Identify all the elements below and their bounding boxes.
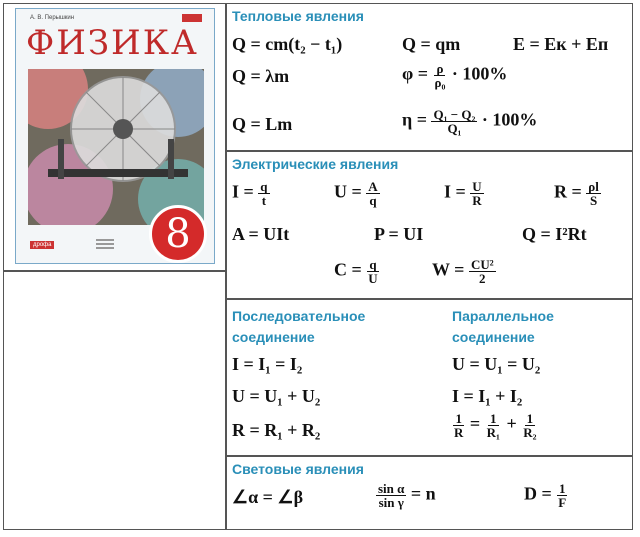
cover-publisher: дрофа bbox=[30, 241, 54, 249]
textbook-cover bbox=[15, 8, 215, 264]
formula-series-resistance: R = R₁ + R₂ bbox=[232, 420, 321, 440]
formula-ohm: I = $\frac{U}{R}$ bbox=[444, 179, 482, 208]
row-divider bbox=[225, 150, 633, 152]
formula-parallel-resistance: $\frac{1}{R}$ = $\frac{1}{\text{R₁}}$ + $\frac{1}{\text{R₂}}$ bbox=[454, 411, 537, 440]
formula-vaporization: Q = Lm bbox=[232, 114, 293, 134]
formula-melting: Q = λm bbox=[232, 66, 290, 86]
formula-work: A = UIt bbox=[232, 224, 290, 244]
formula-capacitor-energy: W = $\frac{\text{CU²}}{2}$ bbox=[432, 257, 494, 286]
formula-power: P = UI bbox=[374, 224, 424, 244]
formula-refraction: $\frac{\text{sin α}}{\text{sin γ}}$ = n bbox=[378, 481, 436, 510]
section-title-light: Световые явления bbox=[232, 461, 364, 477]
formula-parallel-current: I = I₁ + I₂ bbox=[452, 386, 523, 406]
left-row-divider bbox=[3, 270, 226, 272]
cover-author: А. В. Перышкин bbox=[30, 15, 75, 21]
column-divider bbox=[225, 3, 227, 530]
section-title-electric: Электрические явления bbox=[232, 156, 399, 172]
publisher-logo-icon bbox=[94, 235, 116, 255]
formula-joule-heat: Q = I²Rt bbox=[522, 224, 587, 244]
formula-energy: E = Eк + Eп bbox=[513, 34, 609, 54]
formula-heat: Q = cm(t₂ − t₁) bbox=[232, 34, 343, 54]
formula-efficiency: η = $\frac{\text{Q₁ − Q₂}}{\text{Q₁}}$ · 100% bbox=[402, 107, 538, 136]
section-title-thermal: Тепловые явления bbox=[232, 8, 364, 24]
formula-series-voltage: U = U₁ + U₂ bbox=[232, 386, 321, 406]
section-title-series: Последовательное соединение bbox=[232, 308, 366, 345]
cover-illustration bbox=[28, 69, 204, 225]
cover-title: ФИЗИКА bbox=[26, 23, 199, 63]
formula-resistance: R = $\frac{\rho l}{S}$ bbox=[554, 179, 599, 208]
row-divider bbox=[225, 455, 633, 457]
cover-grade-number: 8 bbox=[149, 205, 207, 263]
formula-combustion: Q = qm bbox=[402, 34, 461, 54]
formula-voltage: U = $\frac{A}{q}$ bbox=[334, 179, 378, 208]
row-divider bbox=[225, 298, 633, 300]
formula-parallel-voltage: U = U₁ = U₂ bbox=[452, 354, 541, 374]
section-title-parallel: Параллельное соединение bbox=[452, 308, 554, 345]
formula-series-current: I = I₁ = I₂ bbox=[232, 354, 303, 374]
formula-optical-power: D = $\frac{1}{F}$ bbox=[524, 481, 567, 510]
formula-current: I = $\frac{q}{t}$ bbox=[232, 179, 268, 208]
formula-capacitance: C = $\frac{q}{U}$ bbox=[334, 257, 378, 286]
formula-reflection: ∠α = ∠β bbox=[232, 487, 304, 507]
cover-badge bbox=[182, 14, 202, 22]
formula-humidity: φ = $\frac{\rho}{\text{ρ₀}}$ · 100% bbox=[402, 61, 508, 90]
